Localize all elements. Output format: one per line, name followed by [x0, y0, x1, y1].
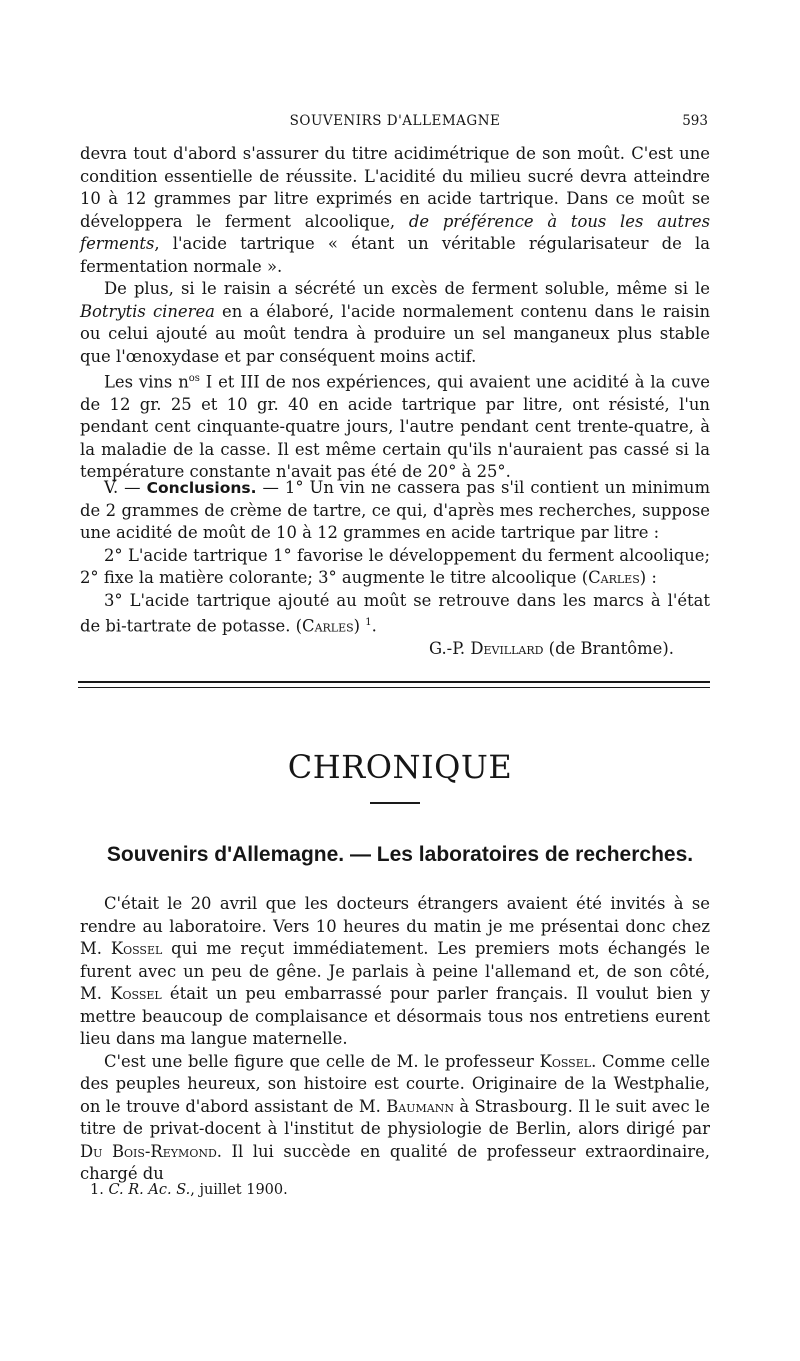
conclusions-paragraph: V. — Conclusions. — 1° Un vin ne cassera pas s'il contient un minimum de 2 grammes de crème de tartre, ce qui, d'après mes recherches, suppose une acidité de moût de 10 à 12 grammes en acide tartrique par litre :	[80, 478, 710, 542]
chronique-body	[80, 893, 710, 1186]
section-heading: Souvenirs d'Allemagne. — Les laboratoires de recherches.	[106, 843, 694, 866]
paragraph: C'est une belle figure que celle de M. le professeur Kossel. Comme celle des peuples heureux, son histoire est courte. Originaire de la Westphalie, on le trouve d'abord assistant de M. Baumann à Strasbourg. Il le suit avec le titre de privat-docent à l'institut de physiologie de Berlin, alors dirigé par Du Bois-Reymond. Il lui succède en qualité de professeur extraordinaire, chargé du	[80, 1051, 710, 1183]
chronique-title: CHRONIQUE	[287, 748, 513, 786]
conclusions-section	[80, 477, 710, 660]
conclusions-heading: Conclusions.	[146, 479, 257, 497]
running-title: SOUVENIRS D'ALLEMAGNE	[289, 113, 501, 129]
article-continuation	[80, 143, 710, 484]
paragraph: 2° L'acide tartrique 1° favorise le développement du ferment alcoolique; 2° fixe la matière colorante; 3° augmente le titre alcoolique (Carles) :	[80, 545, 710, 587]
footnote: 1. C. R. Ac. S., juillet 1900.	[90, 1182, 288, 1198]
page-header	[80, 113, 710, 133]
paragraph: devra tout d'abord s'assurer du titre acidimétrique de son moût. C'est une condition essentielle de réussite. L'acidité du milieu sucré devra atteindre 10 à 12 grammes par litre exprimés en acide tartrique. Dans ce moût se développera le ferment alcoolique, de préférence à tous les autres ferments, l'acide tartrique « étant un véritable régularisateur de la fermentation normale ».	[80, 144, 710, 276]
page-number: 593	[682, 113, 708, 129]
paragraph: 3° L'acide tartrique ajouté au moût se retrouve dans les marcs à l'état de bi-tartrate de potasse. (Carles) $^1$.	[80, 590, 710, 636]
paragraph: Les vins $n^{os}$ I et III de nos expériences, qui avaient une acidité à la cuve de 12 gr. 25 et 10 gr. 40 en acide tartrique par litre, ont résisté, l'un pendant cent cinquante-quatre jours, l'autre pendant cent trente-quatre, à la maladie de la casse. Il est même certain qu'ils n'auraient pas cassé si la température constante n'avait pas été de 20° à 25°.	[80, 372, 710, 482]
title-rule	[370, 802, 420, 804]
paragraph: De plus, si le raisin a sécrété un excès de ferment soluble, même si le Botrytis cinerea en a élaboré, l'acide normalement contenu dans le raisin ou celui ajouté au moût tendra à produire un sel manganeux plus stable que l'œnoxydase et par conséquent moins actif.	[80, 279, 711, 366]
author-signature: G.-P. Devillard (de Brantôme).	[428, 638, 674, 658]
section-divider	[78, 681, 710, 683]
section-divider	[78, 687, 710, 688]
paragraph: C'était le 20 avril que les docteurs étrangers avaient été invités à se rendre au laboratoire. Vers 10 heures du matin je me présentai donc chez M. Kossel qui me reçut immédiatement. Les premiers mots échangés le furent avec un peu de gêne. Je parlais à peine l'allemand et, de son côté, M. Kossel était un peu embarrassé pour parler français. Il voulut bien y mettre beaucoup de complaisance et désormais tous nos entretiens eurent lieu dans ma langue maternelle.	[80, 894, 711, 1048]
